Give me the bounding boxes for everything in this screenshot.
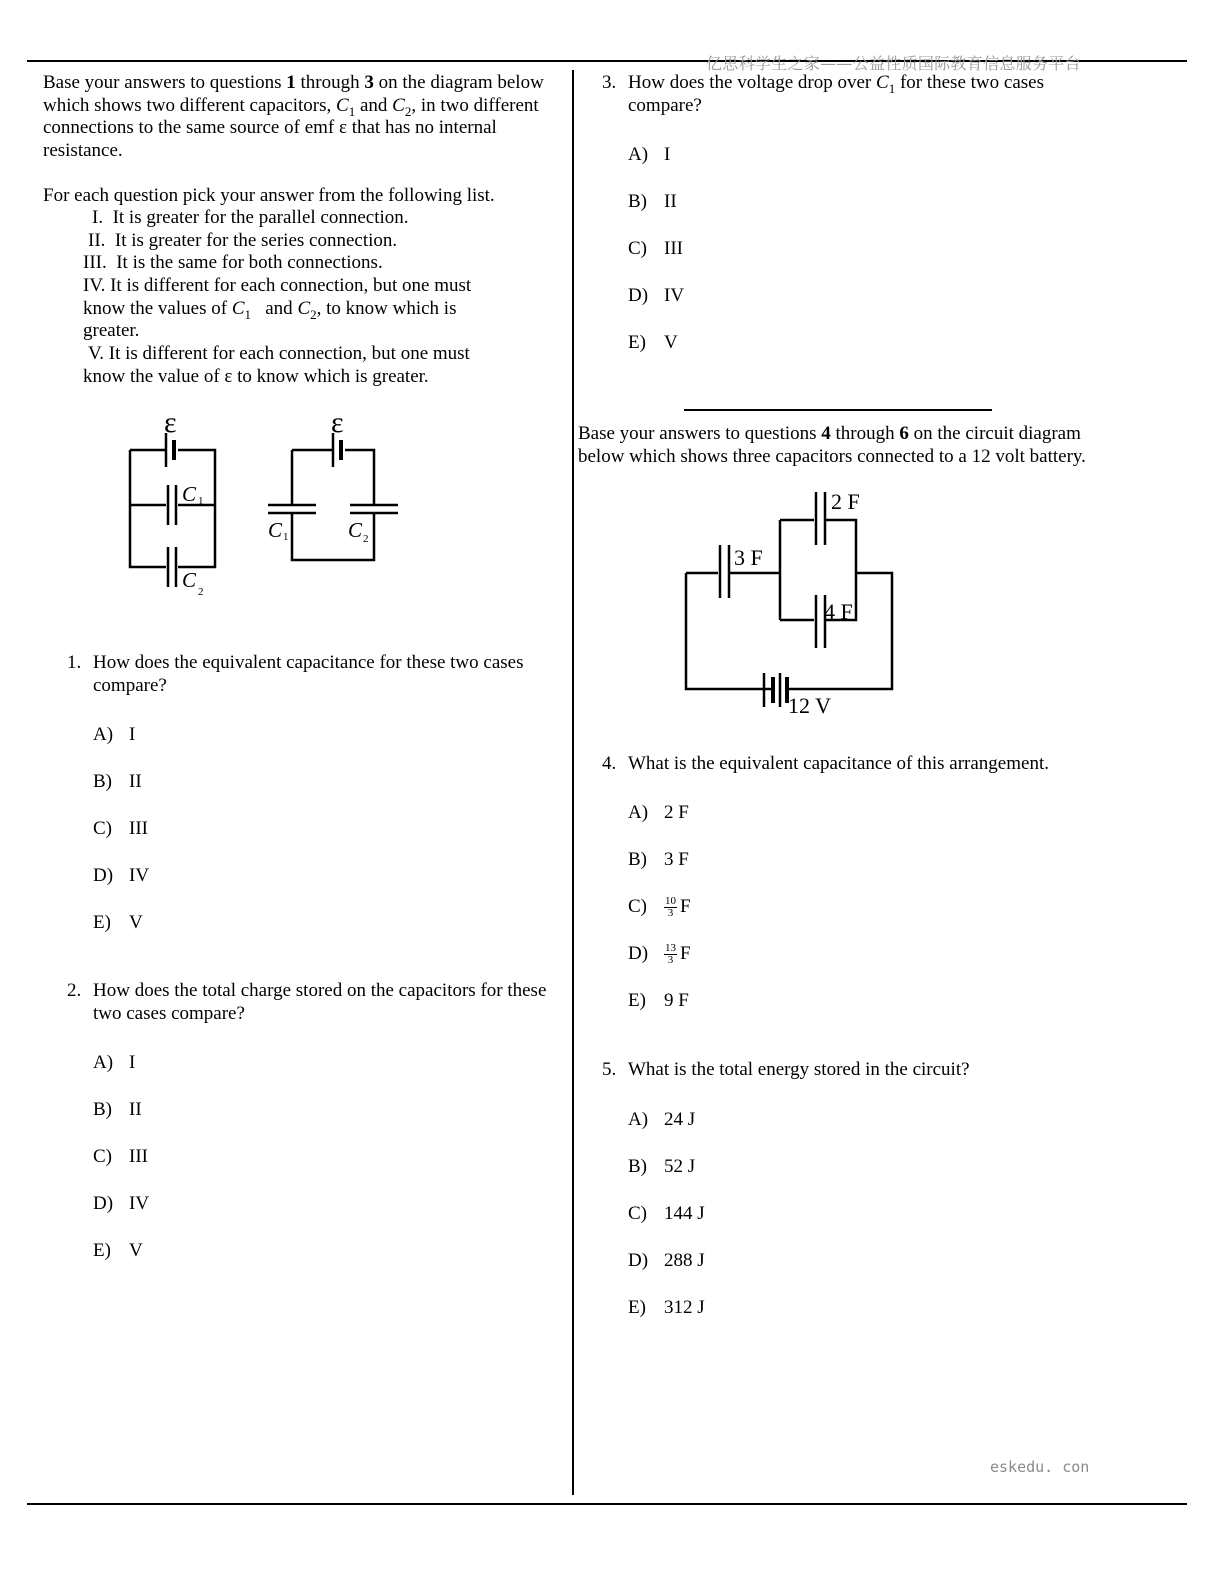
option-iv-var-c2: C <box>297 298 311 319</box>
question-text: What is the equivalent capacitance of this arrangement. <box>628 753 1049 774</box>
choice-letter: D) <box>628 943 649 964</box>
intro2-line2: below which shows three capacitors connected to a 12 volt battery. <box>578 446 1086 467</box>
choice-letter: E) <box>628 990 646 1011</box>
choice-text: IV <box>129 1193 150 1214</box>
answer-choice[interactable] <box>93 1146 148 1169</box>
intro2-text-a: Base your answers to questions <box>578 423 822 444</box>
series-c2-label: C <box>348 518 363 542</box>
question-text-line2: compare? <box>93 675 167 696</box>
column-divider <box>572 70 574 1495</box>
intro-var-c2: C <box>392 94 405 116</box>
answer-choice[interactable] <box>93 865 149 888</box>
intro-text-c: through <box>295 72 365 93</box>
choice-text: III <box>664 238 683 259</box>
question-number: 5. <box>602 1059 617 1080</box>
series-c1-label: C <box>268 518 283 542</box>
choice-letter: B) <box>93 1099 112 1120</box>
circuit-wires <box>686 520 892 689</box>
series-emf-label: ε <box>331 406 344 439</box>
choice-text: 312 J <box>664 1297 705 1318</box>
choice-letter: B) <box>628 191 647 212</box>
choice-letter: C) <box>628 238 647 259</box>
intro-paragraph <box>43 72 563 162</box>
answer-choice[interactable] <box>93 1099 142 1122</box>
option-iv-tail: , to know which is <box>316 298 457 319</box>
parallel-c2-label: C <box>182 568 197 592</box>
option-v-line1: V. It is different for each connection, but one must <box>88 343 470 364</box>
fraction-denominator: 3 <box>667 907 674 920</box>
question-text-line1 <box>628 72 1044 95</box>
choice-letter: D) <box>93 865 114 886</box>
intro-bold-3: 3 <box>364 72 374 93</box>
choice-letter: D) <box>93 1193 114 1214</box>
answer-choice[interactable] <box>628 332 678 355</box>
choice-text: IV <box>664 285 685 306</box>
choice-text: V <box>129 912 143 933</box>
label-2f: 2 F <box>831 489 860 514</box>
question-text: What is the total energy stored in the circuit? <box>628 1059 970 1080</box>
option-iv-and: and <box>251 298 298 319</box>
question-5 <box>602 1059 1172 1349</box>
option-iv-line2 <box>83 298 456 321</box>
answer-choice[interactable] <box>628 285 684 308</box>
choice-text: II <box>664 191 677 212</box>
option-i: I. It is greater for the parallel connection. <box>92 207 409 228</box>
intro2-text-c: through <box>830 423 900 444</box>
parallel-circuit-wires <box>130 450 215 567</box>
choice-letter: C) <box>93 818 112 839</box>
answer-choice[interactable] <box>93 771 142 794</box>
option-iv-line1: IV. It is different for each connection, but one must <box>83 275 472 296</box>
option-iii: III. It is the same for both connections. <box>83 252 383 273</box>
answer-choice[interactable] <box>93 1240 143 1263</box>
question-text-line1: How does the total charge stored on the capacitors for these <box>93 980 547 1001</box>
intro-bold-1: 1 <box>286 72 296 93</box>
q3-text-a: How does the voltage drop over <box>628 72 876 93</box>
intro2-line1 <box>578 423 1081 446</box>
q3-var-c: C <box>876 72 889 93</box>
instruction-line: For each question pick your answer from the following list. <box>43 185 495 206</box>
option-iv-sub-2: 2 <box>310 306 317 322</box>
choice-unit: F <box>680 896 691 917</box>
answer-choice[interactable] <box>93 912 143 935</box>
capacitor-connections-diagram <box>120 405 420 605</box>
parallel-emf-label: ε <box>164 406 177 439</box>
fraction-numerator: 10 <box>665 895 676 908</box>
choice-letter: E) <box>628 1297 646 1318</box>
answer-choice[interactable] <box>628 1156 695 1179</box>
answer-choice[interactable] <box>93 818 148 841</box>
answer-choice[interactable] <box>93 724 135 747</box>
choice-text: V <box>664 332 678 353</box>
intro2-bold-6: 6 <box>899 423 909 444</box>
answer-choice[interactable] <box>628 849 689 872</box>
question-number: 1. <box>67 652 82 673</box>
answer-choice[interactable] <box>93 1052 135 1075</box>
answer-choice[interactable] <box>628 1297 705 1320</box>
option-v-line2: know the value of ε to know which is greater. <box>83 366 429 387</box>
question-1 <box>67 652 562 942</box>
answer-choice[interactable] <box>628 191 677 214</box>
choice-letter: C) <box>628 896 647 917</box>
choice-letter: A) <box>628 1109 649 1130</box>
option-iv-line3: greater. <box>83 320 140 341</box>
choice-text: II <box>129 1099 142 1120</box>
option-iv-text: know the values of <box>83 298 232 319</box>
bottom-rule <box>27 1503 1187 1505</box>
choice-letter: B) <box>628 1156 647 1177</box>
answer-choice[interactable] <box>628 144 670 167</box>
label-3f: 3 F <box>734 545 763 570</box>
choice-letter: C) <box>628 1203 647 1224</box>
choice-text: 288 J <box>664 1250 705 1271</box>
question-text-line2: two cases compare? <box>93 1003 245 1024</box>
question-3 <box>602 72 1172 362</box>
intro-sub-1: 1 <box>348 103 356 119</box>
choice-letter: D) <box>628 1250 649 1271</box>
series-c1-sub: 1 <box>283 531 289 543</box>
question-text-line1: How does the equivalent capacitance for these two cases <box>93 652 524 673</box>
q3-text-b: for these two cases <box>895 72 1044 93</box>
answer-choice[interactable] <box>628 1109 695 1132</box>
parallel-c1-label: C <box>182 482 197 506</box>
fraction-numerator: 13 <box>665 942 676 955</box>
label-4f: 4 F <box>824 599 853 624</box>
answer-choice[interactable] <box>628 990 689 1013</box>
question-4 <box>602 753 1172 1043</box>
label-12v: 12 V <box>788 693 831 718</box>
intro-text-f: , in two different connections to the same source of emf ε that has no internal resistance. <box>43 94 539 161</box>
watermark-text: 亿思科学生之家——公益性质国际教育信息服务平台 <box>706 54 1081 73</box>
choice-text: 24 J <box>664 1109 696 1130</box>
question-text-line2: compare? <box>628 95 702 116</box>
choice-letter: A) <box>628 802 649 823</box>
choice-text: III <box>129 1146 148 1167</box>
answer-choice[interactable] <box>628 238 683 261</box>
choice-text: I <box>129 724 136 745</box>
fraction-denominator: 3 <box>667 954 674 967</box>
choice-letter: A) <box>93 1052 114 1073</box>
choice-text: II <box>129 771 142 792</box>
choice-text: III <box>129 818 148 839</box>
intro2-text-d: on the circuit diagram <box>908 423 1081 444</box>
parallel-c1-sub: 1 <box>198 495 204 507</box>
answer-choice[interactable] <box>93 1193 149 1216</box>
choice-letter: A) <box>93 724 114 745</box>
intro-sub-2: 2 <box>404 103 412 119</box>
series-c2-sub: 2 <box>363 533 369 545</box>
question-2 <box>67 980 562 1270</box>
choice-letter: E) <box>93 1240 111 1261</box>
fraction <box>664 896 677 919</box>
choice-letter: A) <box>628 144 649 165</box>
answer-choice[interactable] <box>628 1203 705 1226</box>
choice-letter: B) <box>93 771 112 792</box>
intro-text-e: and <box>355 94 393 116</box>
three-capacitor-circuit-diagram <box>676 485 906 720</box>
option-iv-var-c1: C <box>231 298 245 319</box>
choice-letter: C) <box>93 1146 112 1167</box>
choice-letter: D) <box>628 285 649 306</box>
choice-letter: E) <box>628 332 646 353</box>
option-iv-sub-1: 1 <box>244 306 251 322</box>
answer-choice[interactable] <box>628 802 689 825</box>
fraction <box>664 943 677 966</box>
choice-text: IV <box>129 865 150 886</box>
intro-var-c1: C <box>336 94 349 116</box>
choice-text: 144 J <box>664 1203 705 1224</box>
section-separator <box>684 409 992 411</box>
choice-text: 9 F <box>664 990 689 1011</box>
question-number: 3. <box>602 72 617 93</box>
choice-text: 52 J <box>664 1156 696 1177</box>
choice-letter: B) <box>628 849 647 870</box>
choice-text: 2 F <box>664 802 689 823</box>
choice-letter: E) <box>93 912 111 933</box>
intro-text-d: on the diagram below which shows two different capacitors, <box>43 72 544 116</box>
parallel-c2-sub: 2 <box>198 586 204 598</box>
footer-site-mark: eskedu. con <box>990 1458 1090 1476</box>
choice-text: I <box>664 144 671 165</box>
q3-sub: 1 <box>888 80 896 96</box>
intro-text-a: Base your answers to questions <box>43 72 287 93</box>
choice-text: V <box>129 1240 143 1261</box>
answer-choice[interactable] <box>628 1250 705 1273</box>
option-ii: II. It is greater for the series connection. <box>88 230 398 251</box>
choice-unit: F <box>680 943 691 964</box>
question-number: 4. <box>602 753 617 774</box>
question-number: 2. <box>67 980 82 1001</box>
choice-text: I <box>129 1052 136 1073</box>
answer-choice[interactable] <box>628 943 691 966</box>
choice-text: 3 F <box>664 849 689 870</box>
answer-choice[interactable] <box>628 896 691 919</box>
intro2-bold-4: 4 <box>821 423 831 444</box>
